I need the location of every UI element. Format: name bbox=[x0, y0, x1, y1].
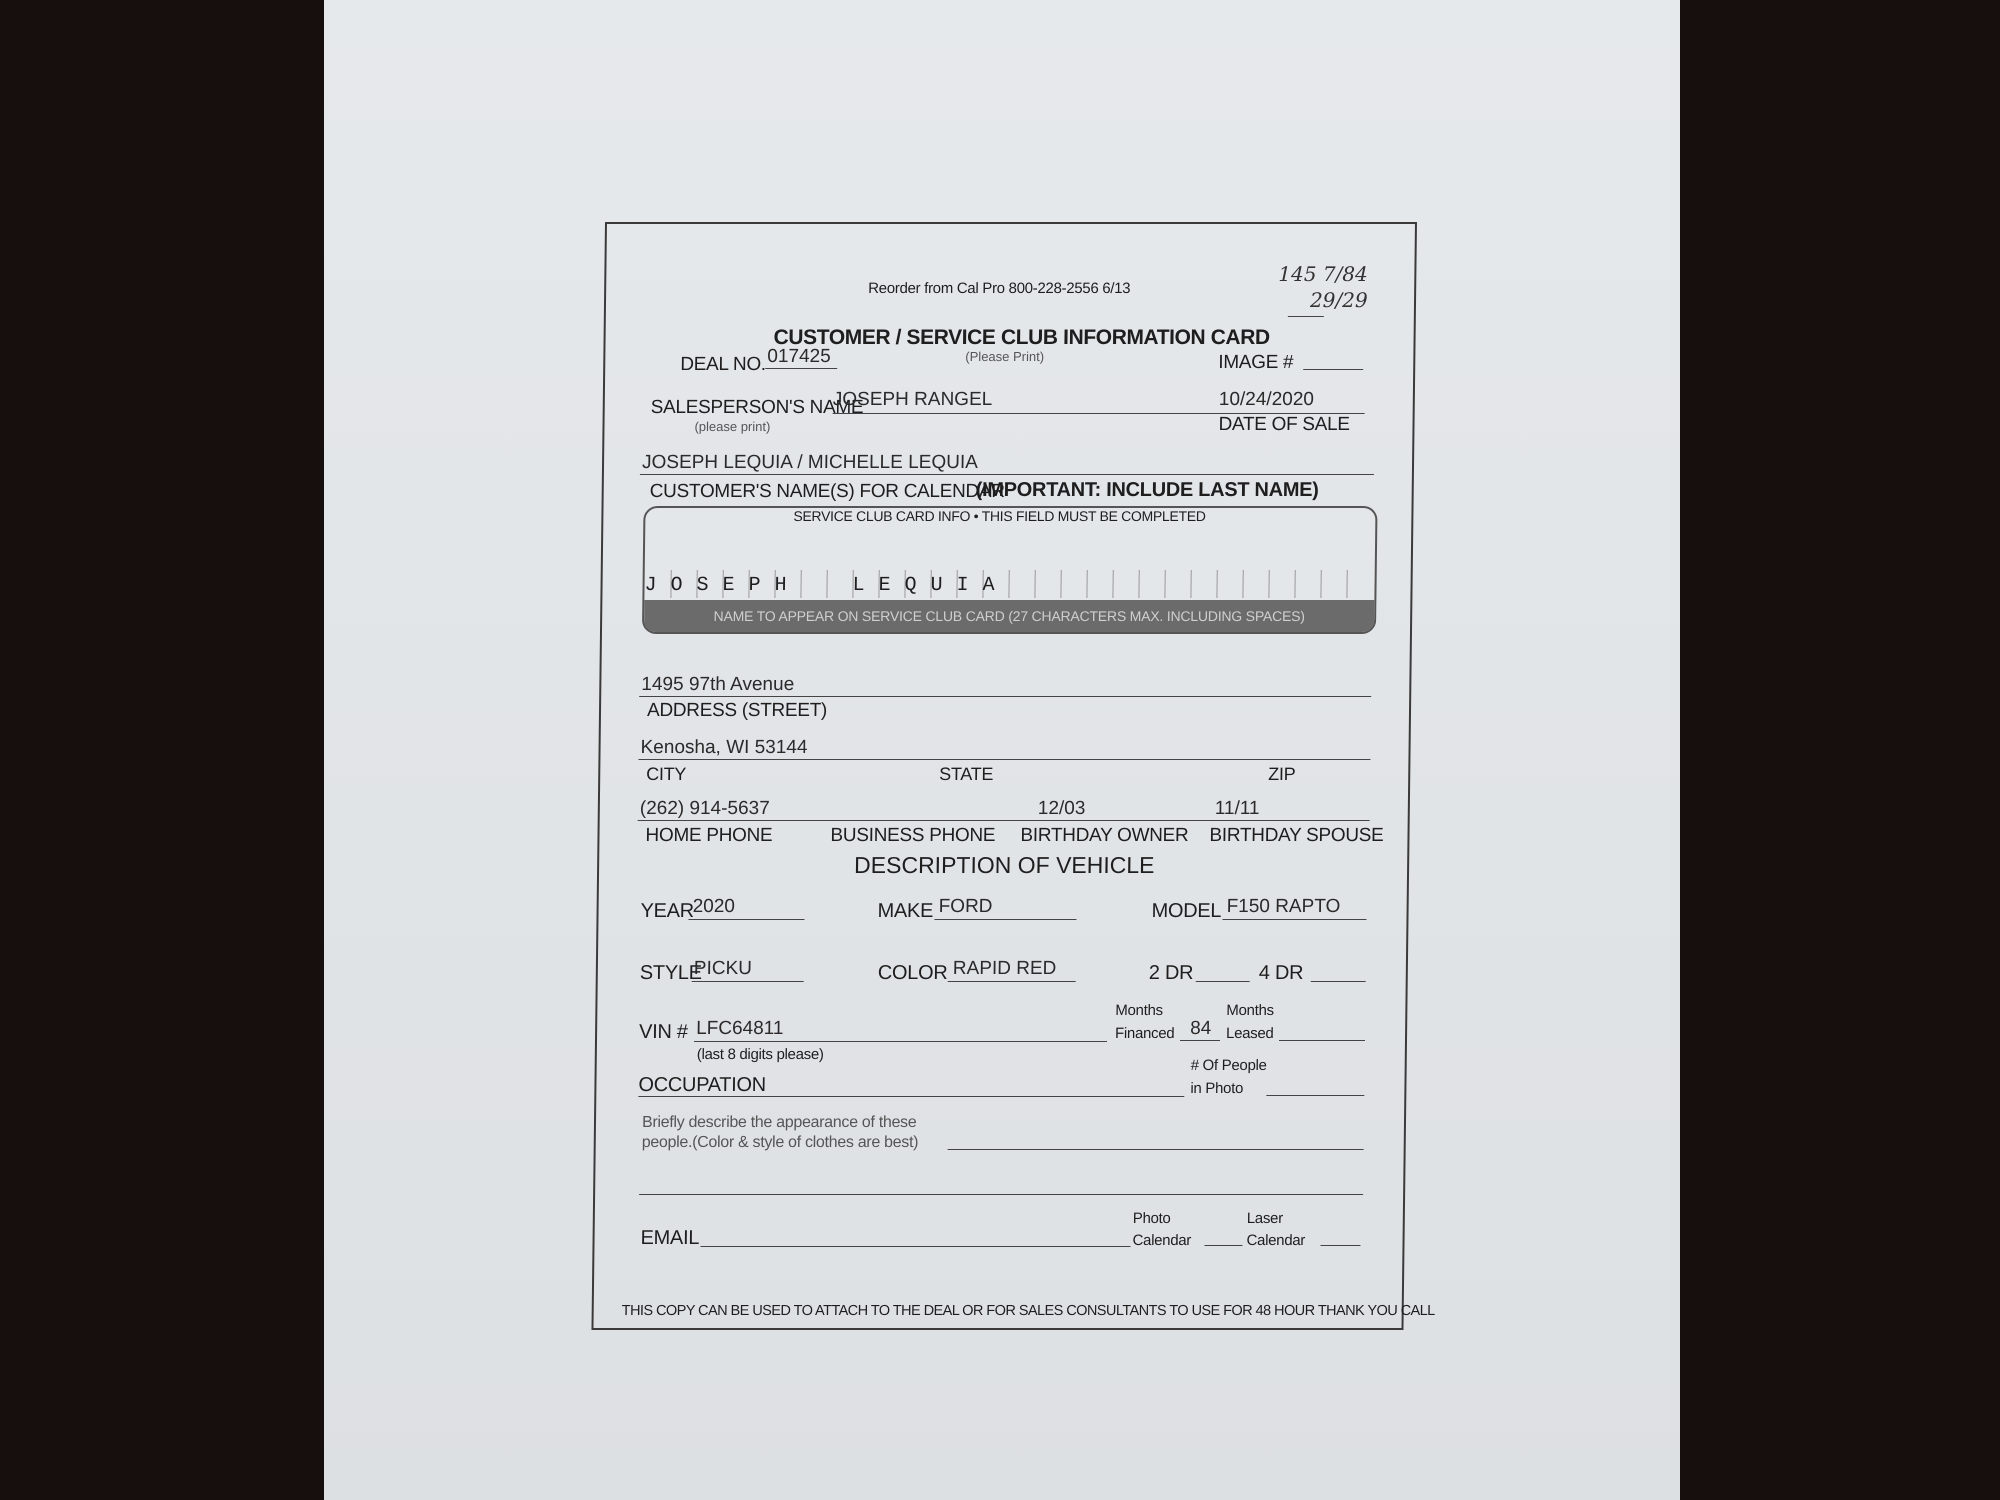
occupation-label: OCCUPATION bbox=[638, 1074, 766, 1096]
customer-names-label: CUSTOMER'S NAME(S) FOR CALENDAR bbox=[649, 481, 1005, 502]
handwritten-note-1: 145 7/84 bbox=[1278, 262, 1368, 286]
laser-calendar-line bbox=[1320, 1245, 1360, 1246]
information-card bbox=[591, 222, 1435, 1330]
occupation-line bbox=[638, 1096, 1184, 1097]
four-door-line bbox=[1311, 981, 1366, 982]
months-leased-word: Months bbox=[1226, 1002, 1274, 1019]
vin-line bbox=[694, 1041, 1107, 1042]
city-line bbox=[638, 759, 1370, 760]
financed-label: Financed bbox=[1114, 1025, 1175, 1042]
style-line bbox=[692, 981, 804, 982]
make-line bbox=[934, 919, 1076, 920]
address-label: ADDRESS (STREET) bbox=[646, 700, 828, 721]
financed-line bbox=[1180, 1040, 1220, 1041]
vehicle-heading: DESCRIPTION OF VEHICLE bbox=[853, 852, 1155, 878]
people-in-photo-label-1: # Of People bbox=[1190, 1057, 1267, 1074]
birthday-spouse-value: 11/11 bbox=[1214, 798, 1260, 819]
year-line bbox=[688, 919, 804, 920]
photo-calendar-line bbox=[1204, 1245, 1242, 1246]
leased-label: Leased bbox=[1225, 1025, 1274, 1042]
make-value: FORD bbox=[938, 896, 993, 917]
include-last-name-note: (IMPORTANT: INCLUDE LAST NAME) bbox=[975, 479, 1319, 501]
home-phone-value: (262) 914-5637 bbox=[639, 798, 770, 819]
describe-line-2: people.(Color & style of clothes are best) bbox=[641, 1134, 919, 1151]
describe-line-1: Briefly describe the appearance of these bbox=[641, 1114, 917, 1131]
laser-calendar-label-2: Calendar bbox=[1246, 1232, 1306, 1249]
salesperson-value: JOSEPH RANGEL bbox=[832, 389, 993, 410]
footer-note: THIS COPY CAN BE USED TO ATTACH TO THE DEAL OR FOR SALES CONSULTANTS TO USE FOR 48 HOUR THANK YOU CALL bbox=[621, 1303, 1435, 1319]
laser-calendar-label-1: Laser bbox=[1246, 1210, 1283, 1227]
service-club-heading: SERVICE CLUB CARD INFO • THIS FIELD MUST BE COMPLETED bbox=[793, 508, 1206, 524]
salesperson-label: SALESPERSON'S NAME bbox=[650, 397, 864, 418]
birthday-owner-value: 12/03 bbox=[1037, 798, 1086, 819]
photo-calendar-label-2: Calendar bbox=[1132, 1232, 1192, 1249]
year-label: YEAR bbox=[640, 900, 694, 922]
model-value: F150 RAPTO bbox=[1226, 896, 1341, 917]
home-phone-label: HOME PHONE bbox=[645, 825, 773, 846]
image-number-line bbox=[1303, 369, 1363, 370]
deal-number-line bbox=[765, 368, 837, 369]
two-door-line bbox=[1196, 981, 1250, 982]
card-title: CUSTOMER / SERVICE CLUB INFORMATION CARD bbox=[773, 326, 1270, 349]
make-label: MAKE bbox=[877, 900, 934, 922]
vin-note: (last 8 digits please) bbox=[696, 1046, 824, 1063]
style-label: STYLE bbox=[639, 962, 702, 984]
customer-names-value: JOSEPH LEQUIA / MICHELLE LEQUIA bbox=[641, 452, 978, 473]
address-value: 1495 97th Avenue bbox=[641, 674, 795, 695]
handwritten-underline bbox=[1288, 316, 1324, 317]
model-label: MODEL bbox=[1151, 900, 1222, 922]
describe-line-a bbox=[948, 1149, 1364, 1150]
photo-calendar-label-1: Photo bbox=[1132, 1210, 1171, 1227]
customer-names-line bbox=[640, 474, 1374, 475]
city-value: Kenosha, WI 53144 bbox=[640, 737, 808, 758]
email-label: EMAIL bbox=[640, 1227, 700, 1249]
deal-number-value: 017425 bbox=[767, 346, 831, 367]
vin-value: LFC64811 bbox=[696, 1018, 784, 1039]
people-in-photo-label-2: in Photo bbox=[1190, 1080, 1244, 1097]
handwritten-note-2: 29/29 bbox=[1309, 288, 1368, 312]
color-label: COLOR bbox=[877, 962, 948, 984]
image-number-label: IMAGE # bbox=[1218, 352, 1294, 373]
two-door-label: 2 DR bbox=[1148, 962, 1194, 984]
describe-line-b bbox=[639, 1194, 1363, 1195]
please-print-note: (Please Print) bbox=[965, 349, 1045, 364]
email-line bbox=[700, 1246, 1130, 1247]
business-phone-label: BUSINESS PHONE bbox=[830, 825, 996, 846]
sale-date-value: 10/24/2020 bbox=[1218, 389, 1315, 410]
zip-label: ZIP bbox=[1268, 764, 1296, 784]
financed-value: 84 bbox=[1190, 1018, 1212, 1039]
state-label: STATE bbox=[939, 764, 994, 784]
people-in-photo-line bbox=[1266, 1095, 1364, 1096]
four-door-label: 4 DR bbox=[1258, 962, 1304, 984]
months-financed-word: Months bbox=[1115, 1002, 1163, 1019]
birthday-owner-label: BIRTHDAY OWNER bbox=[1020, 825, 1189, 846]
color-value: RAPID RED bbox=[952, 958, 1057, 979]
model-line bbox=[1222, 919, 1366, 920]
service-club-box bbox=[642, 506, 1378, 634]
leased-line bbox=[1279, 1040, 1365, 1041]
vin-label: VIN # bbox=[638, 1021, 688, 1043]
color-line bbox=[948, 981, 1076, 982]
service-club-name-value: JOSEPH LEQUIA bbox=[644, 574, 1009, 597]
phone-line bbox=[638, 820, 1370, 821]
salesperson-sub-label: (please print) bbox=[694, 419, 771, 434]
reorder-note: Reorder from Cal Pro 800-228-2556 6/13 bbox=[868, 280, 1131, 297]
style-value: PICKU bbox=[693, 958, 753, 979]
city-label: CITY bbox=[646, 764, 687, 784]
address-line bbox=[639, 696, 1371, 697]
deal-number-label: DEAL NO. bbox=[680, 354, 766, 375]
year-value: 2020 bbox=[692, 896, 736, 917]
sale-date-label: DATE OF SALE bbox=[1218, 414, 1350, 435]
service-club-bar: NAME TO APPEAR ON SERVICE CLUB CARD (27 CHARACTERS MAX. INCLUDING SPACES) bbox=[644, 600, 1374, 632]
birthday-spouse-label: BIRTHDAY SPOUSE bbox=[1209, 825, 1384, 846]
